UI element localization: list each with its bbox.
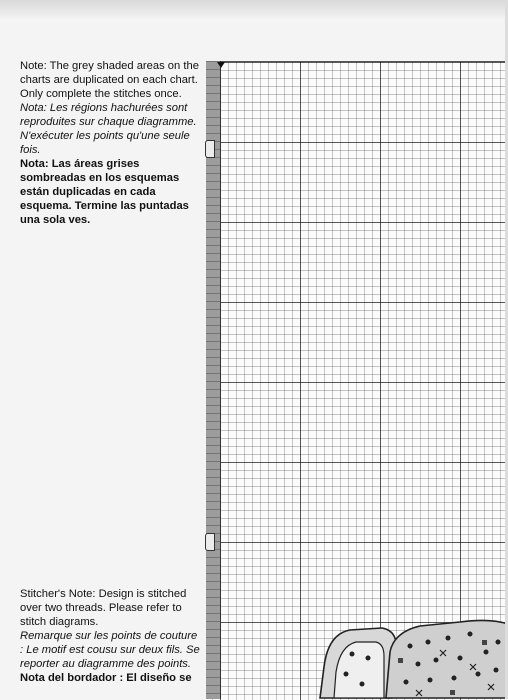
cross-stitch-chart-grid bbox=[206, 61, 508, 700]
stitchers-note bbox=[20, 587, 202, 685]
stitchers-note-french: Remarque sur les points de couture : Le motif est cousu sur deux fils. Se reporter au diagramme des points. bbox=[20, 630, 200, 670]
note-spanish: Nota: Las áreas grises sombreadas en los esquemas están duplicadas en cada esquema. Termine las puntadas una sola ves. bbox=[20, 158, 189, 226]
scan-top-edge bbox=[0, 0, 508, 20]
note-english: Note: The grey shaded areas on the charts are duplicated on each chart. Only complete the stitches once. bbox=[20, 60, 199, 100]
stitchers-note-english: Stitcher's Note: Design is stitched over two threads. Please refer to stitch diagrams. bbox=[20, 588, 187, 628]
stitch-motif-pattern bbox=[310, 612, 508, 699]
note-french: Nota: Les régions hachurées sont reproduites sur chaque diagramme. N'exécuter les points qu'une seule fois. bbox=[20, 102, 197, 156]
strip-marker-top bbox=[205, 140, 215, 158]
center-arrow-icon bbox=[217, 62, 225, 68]
stitchers-note-spanish: Nota del bordador : El diseño se bbox=[20, 672, 192, 684]
strip-marker-bottom bbox=[205, 533, 215, 551]
note-grey-shaded-areas bbox=[20, 59, 202, 227]
